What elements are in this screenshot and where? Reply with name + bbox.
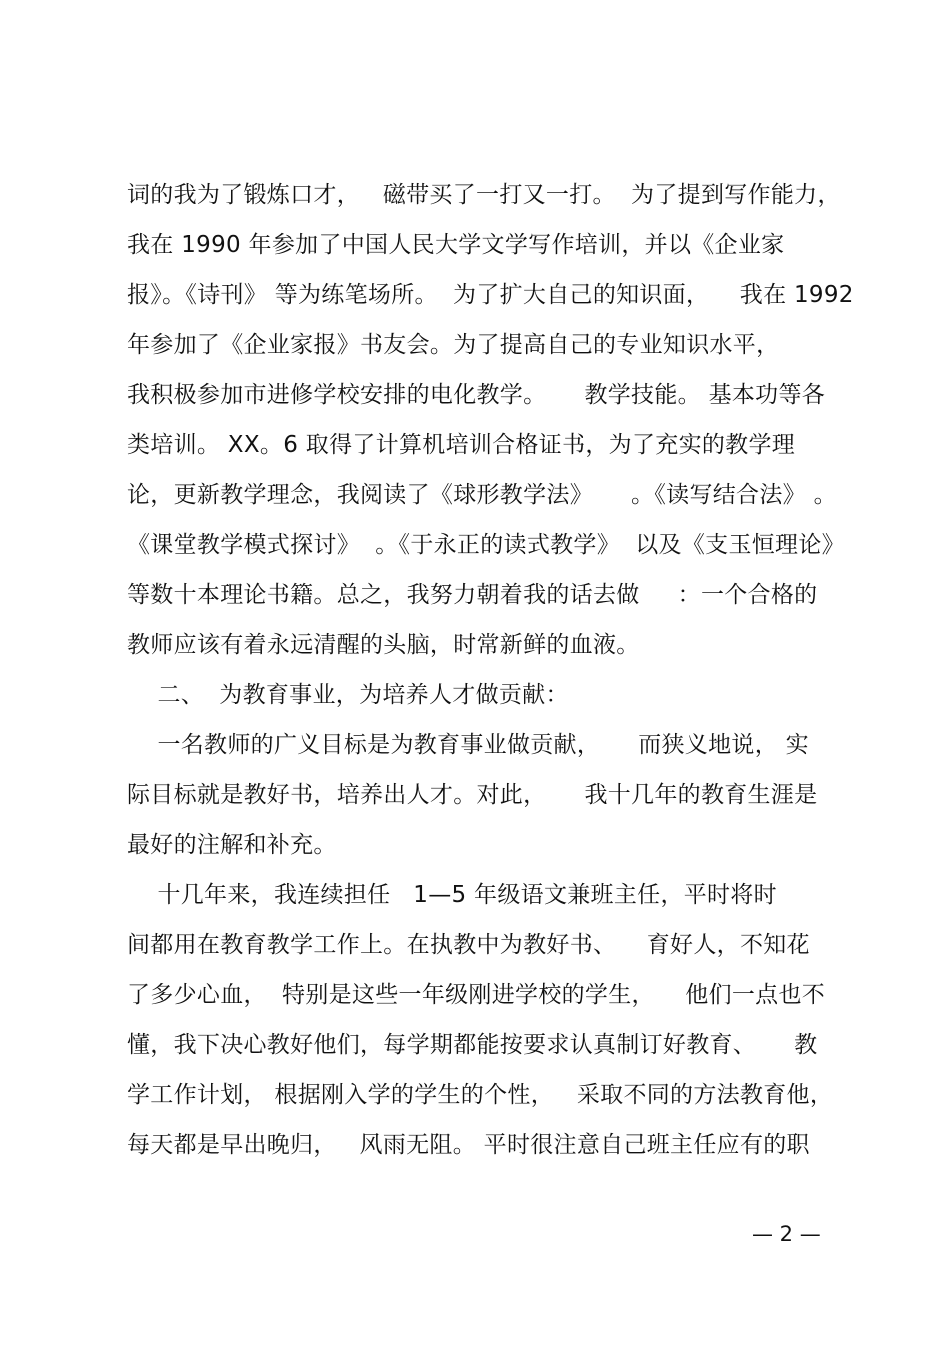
- text-line: 一名教师的广义目标是为教育事业做贡献， 而狭义地说， 实: [127, 732, 809, 758]
- text-line: 报》。《诗刊》 等为练笔场所。 为了扩大自己的知识面， 我在 1992: [127, 282, 854, 308]
- text-line: 类培训。 XX。6 取得了计算机培训合格证书，为了充实的教学理: [127, 432, 796, 458]
- text-line: 词的我为了锻炼口才， 磁带买了一打又一打。 为了提到写作能力，: [127, 182, 841, 208]
- text-line: 际目标就是教好书，培养出人才。对此， 我十几年的教育生涯是: [127, 782, 818, 808]
- text-line: 我在 1990 年参加了中国人民大学文学写作培训，并以《企业家: [127, 232, 785, 258]
- text-line: 等数十本理论书籍。总之，我努力朝着我的话去做 ：一个合格的: [127, 582, 818, 608]
- page-number: — 2 —: [752, 1222, 821, 1246]
- text-line: 十几年来，我连续担任 1—5 年级语文兼班主任，平时将时: [127, 882, 777, 908]
- text-line: 间都用在教育教学工作上。在执教中为教好书、 育好人，不知花: [127, 932, 810, 958]
- section-heading: 二、 为教育事业，为培养人才做贡献：: [127, 682, 569, 708]
- body-text: [127, 175, 854, 1175]
- text-line: 懂，我下决心教好他们，每学期都能按要求认真制订好教育、 教: [127, 1032, 818, 1058]
- text-line: 《课堂教学模式探讨》 。《于永正的读式教学》 以及《支玉恒理论》: [127, 532, 845, 558]
- text-line: 了多少心血， 特别是这些一年级刚进学校的学生， 他们一点也不: [127, 982, 826, 1008]
- text-line: 最好的注解和补充。: [127, 832, 337, 858]
- text-line: 我积极参加市进修学校安排的电化教学。 教学技能。 基本功等各: [127, 382, 826, 408]
- text-line: 学工作计划， 根据刚入学的学生的个性， 采取不同的方法教育他，: [127, 1082, 834, 1108]
- text-line: 年参加了《企业家报》书友会。为了提高自己的专业知识水平，: [127, 332, 780, 358]
- text-line: 教师应该有着永远清醒的头脑，时常新鲜的血液。: [127, 632, 640, 658]
- text-line: 每天都是早出晚归， 风雨无阻。 平时很注意自己班主任应有的职: [127, 1132, 810, 1158]
- text-line: 论，更新教学理念，我阅读了《球形教学法》 。《读写结合法》 。: [127, 482, 837, 508]
